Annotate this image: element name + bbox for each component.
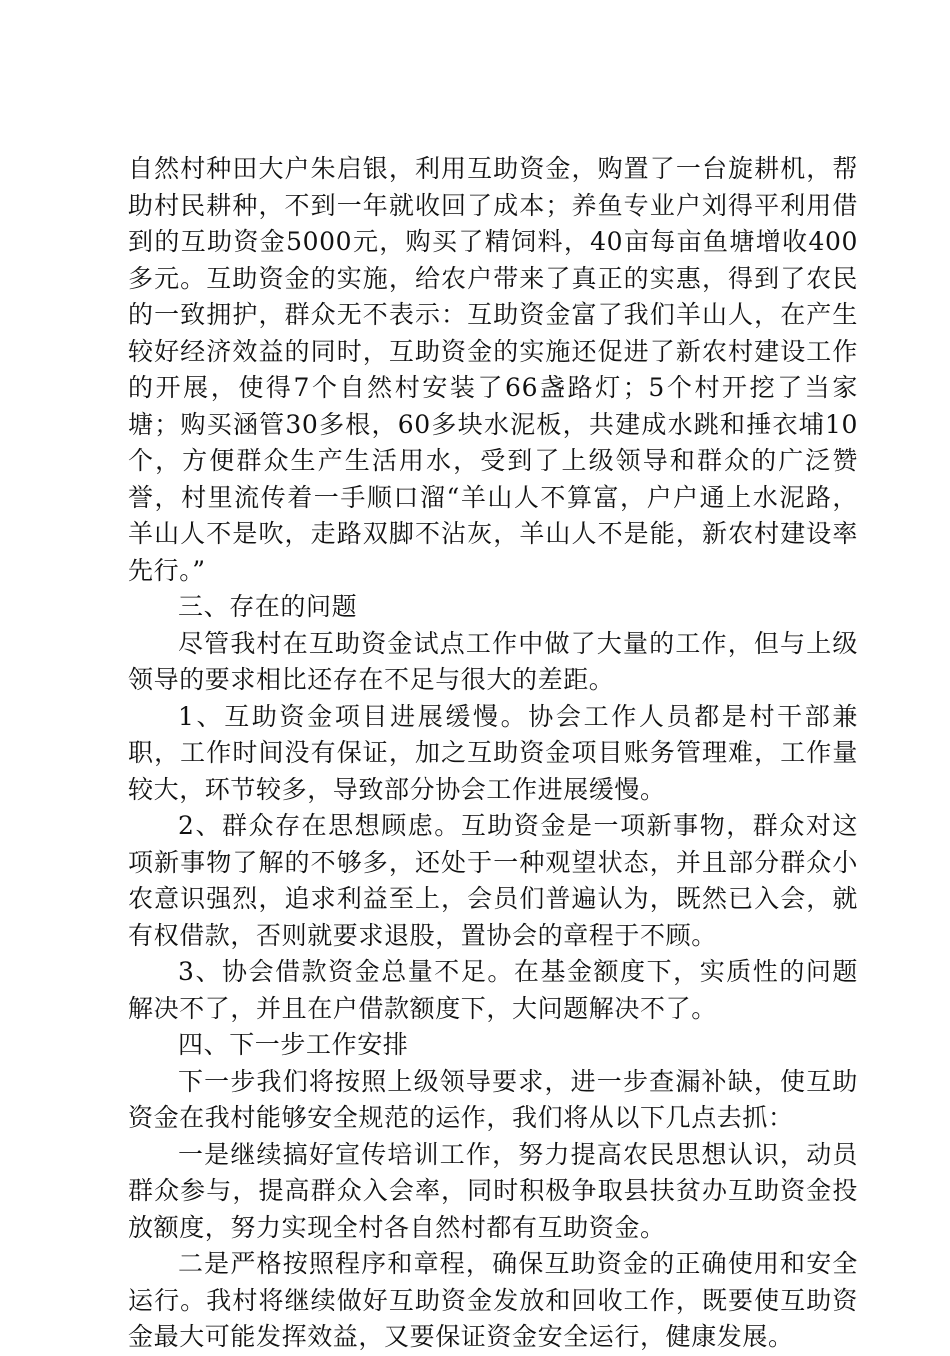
paragraph-problem-2: 2、群众存在思想顾虑。互助资金是一项新事物，群众对这项新事物了解的不够多，还处于一种观望状态，并且部分群众小农意识强烈，追求利益至上，会员们普遍认为，既然已入会，就有权借款，否则就要求退股，置协会的章程于不顾。 (128, 811, 858, 950)
document-body (128, 151, 858, 1356)
section-heading-problems: 三、存在的问题 (178, 592, 358, 621)
section-heading-next-steps: 四、下一步工作安排 (178, 1030, 409, 1059)
paragraph-continuation: 自然村种田大户朱启银，利用互助资金，购置了一台旋耕机，帮助村民耕种，不到一年就收回了成本；养鱼专业户刘得平利用借到的互助资金5000元，购买了精饲料，40亩每亩鱼塘增收400多元。互助资金的实施，给农户带来了真正的实惠，得到了农民的一致拥护，群众无不表示：互助资金富了我们羊山人，在产生较好经济效益的同时，互助资金的实施还促进了新农村建设工作的开展，使得7个自然村安装了66盏路灯；5个村开挖了当家塘；购买涵管30多根，60多块水泥板，共建成水跳和捶衣埔10个，方便群众生产生活用水，受到了上级领导和群众的广泛赞誉，村里流传着一手顺口溜“羊山人不算富，户户通上水泥路，羊山人不是吹，走路双脚不沾灰，羊山人不是能，新农村建设率先行。” (128, 154, 858, 585)
paragraph-problem-3: 3、协会借款资金总量不足。在基金额度下，实质性的问题解决不了，并且在户借款额度下，大问题解决不了。 (128, 957, 858, 1023)
paragraph-problem-1: 1、互助资金项目进展缓慢。协会工作人员都是村干部兼职，工作时间没有保证，加之互助资金项目账务管理难，工作量较大，环节较多，导致部分协会工作进展缓慢。 (128, 701, 858, 804)
paragraph-next-step-1: 一是继续搞好宣传培训工作，努力提高农民思想认识，动员群众参与，提高群众入会率，同时积极争取县扶贫办互助资金投放额度，努力实现全村各自然村都有互助资金。 (128, 1139, 858, 1242)
paragraph-problems-intro: 尽管我村在互助资金试点工作中做了大量的工作，但与上级领导的要求相比还存在不足与很大的差距。 (128, 628, 858, 694)
paragraph-next-step-2: 二是严格按照程序和章程，确保互助资金的正确使用和安全运行。我村将继续做好互助资金发放和回收工作，既要使互助资金最大可能发挥效益，又要保证资金安全运行，健康发展。 (128, 1249, 858, 1351)
paragraph-next-steps-intro: 下一步我们将按照上级领导要求，进一步查漏补缺，使互助资金在我村能够安全规范的运作，我们将从以下几点去抓： (128, 1066, 858, 1132)
